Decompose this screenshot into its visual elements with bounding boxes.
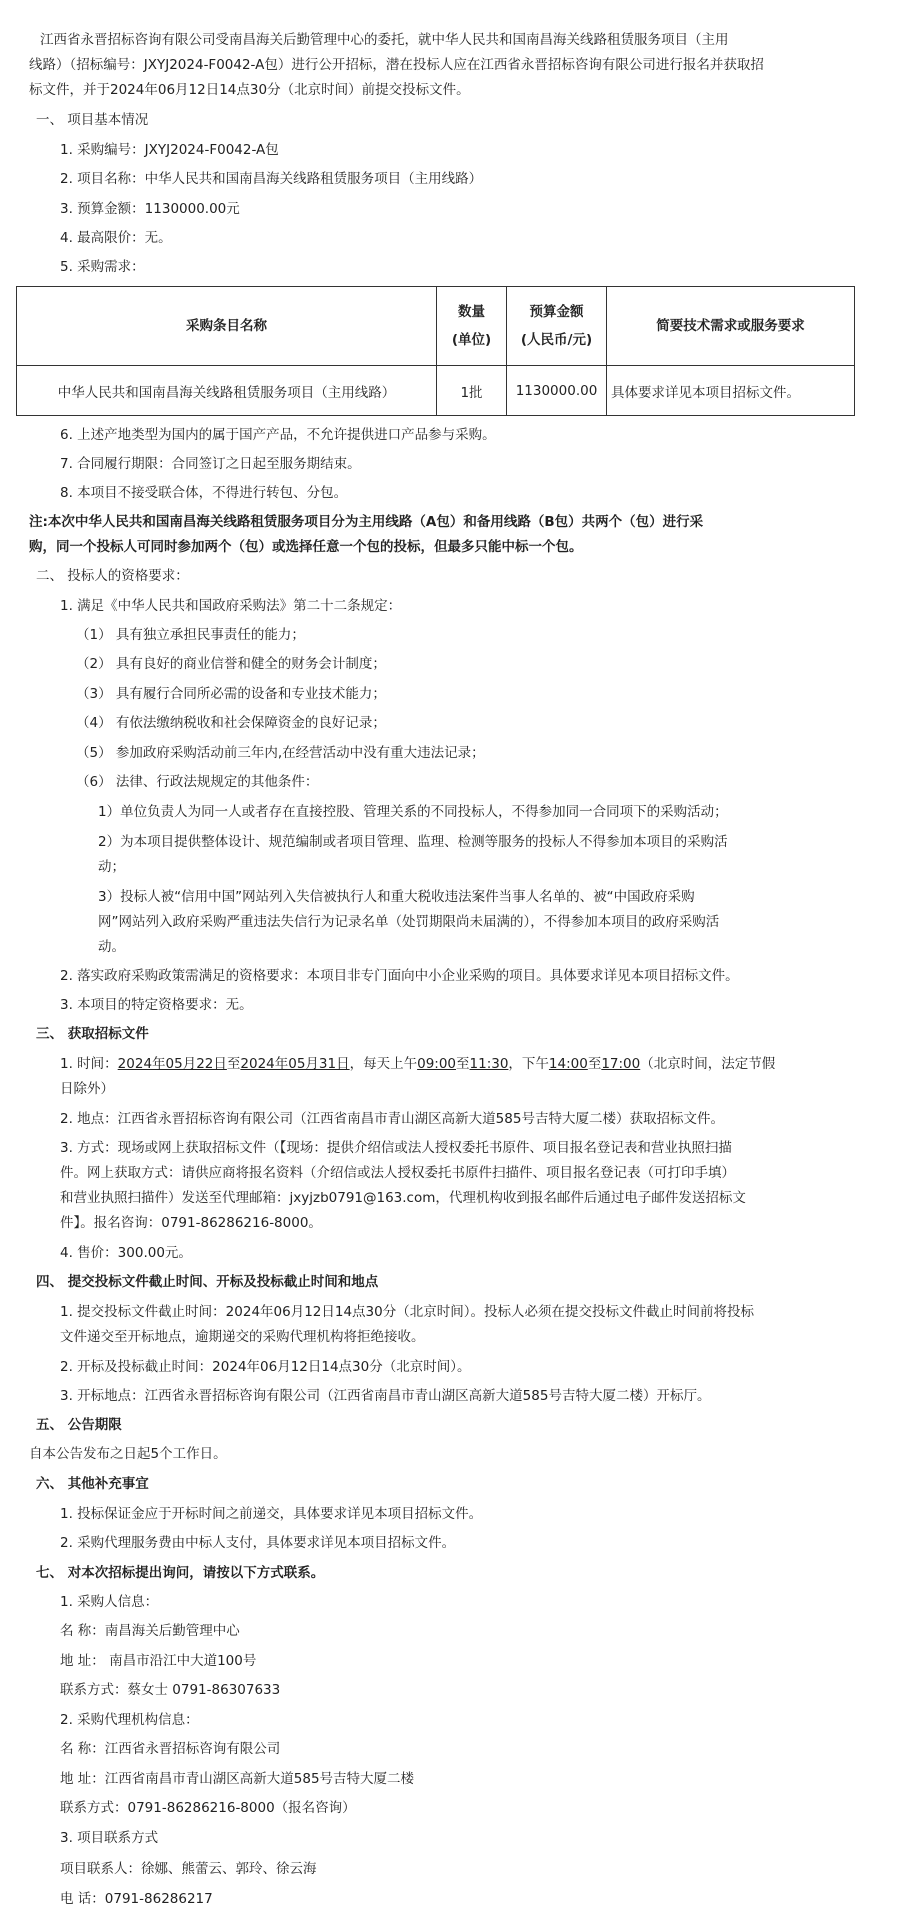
s2-cond-3-end: 动。 (98, 939, 125, 955)
s4-item-1-cont: 文件递交至开标地点，逾期递交的采购代理机构将拒绝接收。 (60, 1329, 425, 1345)
s1-item-6: 6. 上述产地类型为国内的属于国产产品，不允许提供进口产品参与采购。 (60, 427, 496, 443)
s7-purchaser-contact: 联系方式：蔡女士 0791-86307633 (60, 1682, 281, 1698)
s1-item-7: 7. 合同履行期限：合同签订之日起至服务期结束。 (60, 456, 361, 472)
s7-agency-name: 名 称：江西省永晋招标咨询有限公司 (60, 1741, 281, 1757)
s7-agency-address: 地 址：江西省南昌市青山湖区高新大道585号吉特大厦二楼 (60, 1771, 415, 1787)
s2-cond-3: 3）投标人被“信用中国”网站列入失信被执行人和重大税收违法案件当事人名单的、被“中国政府采购 (98, 889, 695, 905)
header-requirements: 简要技术需求或服务要求 (607, 287, 855, 366)
s2-cond-2-cont: 动； (98, 859, 125, 875)
intro-line-3: 标文件，并于2024年06月12日14点30分（北京时间）前提交投标文件。 (29, 82, 470, 98)
note-line-1: 注:本次中华人民共和国南昌海关线路租赁服务项目分为主用线路（A包）和备用线路（B包）共两个（包）进行采 (29, 514, 704, 530)
section-1-title: 一、 项目基本情况 (36, 112, 149, 128)
s6-item-2: 2. 采购代理服务费由中标人支付，具体要求详见本项目招标文件。 (60, 1535, 456, 1551)
section-5-title: 五、 公告期限 (36, 1417, 122, 1433)
s6-item-1: 1. 投标保证金应于开标时间之前递交，具体要求详见本项目招标文件。 (60, 1506, 483, 1522)
s3-price: 4. 售价：300.00元。 (60, 1245, 192, 1261)
section-7-title: 七、 对本次招标提出询问，请按以下方式联系。 (36, 1565, 325, 1581)
s2-cond-2: 2）为本项目提供整体设计、规范编制或者项目管理、监理、检测等服务的投标人不得参加本项目的采购活 (98, 834, 728, 850)
s3-pm-start: 14:00 (548, 1056, 588, 1072)
s3-time-suffix: （北京时间，法定节假 (640, 1056, 776, 1072)
s4-item-3: 3. 开标地点：江西省永晋招标咨询有限公司（江西省南昌市青山湖区高新大道585号吉特大厦二楼）开标厅。 (60, 1388, 711, 1404)
s3-time-line (60, 1055, 775, 1073)
s7-agency-heading: 2. 采购代理机构信息： (60, 1712, 199, 1728)
s2-cond-3-cont: 网”网站列入政府采购严重违法失信行为记录名单（处罚期限尚未届满的），不得参加本项目的政府采购活 (98, 914, 720, 930)
s3-pm-end: 17:00 (601, 1056, 641, 1072)
s3-way-3: 和营业执照扫描件）发送至代理邮箱：jxyjzb0791@163.com，代理机构收到报名邮件后通过电子邮件发送招标文 (60, 1190, 746, 1206)
section-6-title: 六、 其他补充事宜 (36, 1476, 149, 1492)
header-quantity: 数量 (单位) (437, 287, 507, 366)
s3-place: 2. 地点：江西省永晋招标咨询有限公司（江西省南昌市青山湖区高新大道585号吉特大厦二楼）获取招标文件。 (60, 1111, 724, 1127)
cell-requirements: 具体要求详见本项目招标文件。 (607, 366, 855, 416)
s3-am-prefix: ，每天上午 (349, 1056, 418, 1072)
header-budget: 预算金额 (人民币/元) (507, 287, 607, 366)
s2-sub-6: （6） 法律、行政法规规定的其他条件： (76, 774, 319, 790)
s7-purchaser-name: 名 称：南昌海关后勤管理中心 (60, 1623, 240, 1639)
section-4-title: 四、 提交投标文件截止时间、开标及投标截止时间和地点 (36, 1274, 379, 1290)
s7-project-contacts: 项目联系人：徐娜、熊蕾云、郭玲、徐云海 (60, 1861, 317, 1877)
s1-item-3: 3. 预算金额：1130000.00元 (60, 201, 240, 217)
s3-am-start: 09:00 (417, 1056, 457, 1072)
s1-item-2: 2. 项目名称：中华人民共和国南昌海关线路租赁服务项目（主用线路） (60, 171, 483, 187)
s3-start-date: 2024年05月22日 (117, 1056, 227, 1072)
s3-am-end: 11:30 (469, 1056, 509, 1072)
s7-purchaser-heading: 1. 采购人信息： (60, 1594, 159, 1610)
s3-to-3: 至 (587, 1056, 602, 1072)
section-2-title: 二、 投标人的资格要求： (36, 568, 189, 584)
cell-item-name: 中华人民共和国南昌海关线路租赁服务项目（主用线路） (17, 366, 437, 416)
s7-project-heading: 3. 项目联系方式 (60, 1830, 159, 1846)
s4-item-1: 1. 提交投标文件截止时间：2024年06月12日14点30分（北京时间）。投标人必须在提交投标文件截止时间前将投标 (60, 1304, 754, 1320)
s3-way-4: 件】。报名咨询：0791-86286216-8000。 (60, 1215, 322, 1231)
s2-sub-4: （4） 有依法缴纳税收和社会保障资金的良好记录； (76, 715, 386, 731)
s3-end-date: 2024年05月31日 (240, 1056, 350, 1072)
s1-item-1: 1. 采购编号：JXYJ2024-F0042-A包 (60, 142, 279, 158)
s7-project-phone: 电 话：0791-86286217 (60, 1891, 213, 1907)
procurement-table (16, 286, 855, 416)
s2-sub-2: （2） 具有良好的商业信誉和健全的财务会计制度； (76, 656, 386, 672)
s3-time-line-2: 日除外） (60, 1081, 114, 1097)
s2-sub-3: （3） 具有履行合同所必需的设备和专业技术能力； (76, 686, 386, 702)
s3-time-prefix: 1. 时间： (60, 1056, 118, 1072)
s2-sub-1: （1） 具有独立承担民事责任的能力； (76, 627, 305, 643)
s5-text: 自本公告发布之日起5个工作日。 (29, 1446, 227, 1462)
s2-sub-5: （5） 参加政府采购活动前三年内,在经营活动中没有重大违法记录； (76, 745, 485, 761)
intro-line-2: 线路）（招标编号：JXYJ2024-F0042-A包）进行公开招标，潜在投标人应在江西省永晋招标咨询有限公司进行报名并获取招 (29, 57, 764, 73)
table-header-row (17, 287, 855, 366)
s7-agency-contact: 联系方式：0791-86286216-8000（报名咨询） (60, 1800, 356, 1816)
intro-line-1: 江西省永晋招标咨询有限公司受南昌海关后勤管理中心的委托，就中华人民共和国南昌海关线路租赁服务项目（主用 (40, 32, 729, 48)
section-3-title: 三、 获取招标文件 (36, 1026, 149, 1042)
cell-quantity: 1批 (437, 366, 507, 416)
s1-item-8: 8. 本项目不接受联合体，不得进行转包、分包。 (60, 485, 348, 501)
s3-to-1: 至 (226, 1056, 241, 1072)
s3-pm-prefix: ，下午 (508, 1056, 549, 1072)
s2-item-3: 3. 本项目的特定资格要求：无。 (60, 997, 253, 1013)
table-row (17, 366, 855, 416)
s1-item-4: 4. 最高限价：无。 (60, 230, 172, 246)
s2-item-1: 1. 满足《中华人民共和国政府采购法》第二十二条规定： (60, 598, 402, 614)
s1-item-5: 5. 采购需求： (60, 259, 145, 275)
s2-cond-1: 1）单位负责人为同一人或者存在直接控股、管理关系的不同投标人，不得参加同一合同项下的采购活动； (98, 804, 728, 820)
cell-budget: 1130000.00 (507, 366, 607, 416)
header-item-name: 采购条目名称 (17, 287, 437, 366)
s7-purchaser-address: 地 址： 南昌市沿江中大道100号 (60, 1653, 257, 1669)
s2-item-2: 2. 落实政府采购政策需满足的资格要求：本项目非专门面向中小企业采购的项目。具体要求详见本项目招标文件。 (60, 968, 739, 984)
s3-to-2: 至 (456, 1056, 470, 1072)
s3-way-2: 件。网上获取方式：请供应商将报名资料（介绍信或法人授权委托书原件扫描件、项目报名登记表（可打印手填） (60, 1165, 735, 1181)
s3-way-1: 3. 方式：现场或网上获取招标文件（【现场：提供介绍信或法人授权委托书原件、项目报名登记表和营业执照扫描 (60, 1140, 732, 1156)
s4-item-2: 2. 开标及投标截止时间：2024年06月12日14点30分（北京时间）。 (60, 1359, 471, 1375)
note-line-2: 购，同一个投标人可同时参加两个（包）或选择任意一个包的投标，但最多只能中标一个包。 (29, 539, 583, 555)
